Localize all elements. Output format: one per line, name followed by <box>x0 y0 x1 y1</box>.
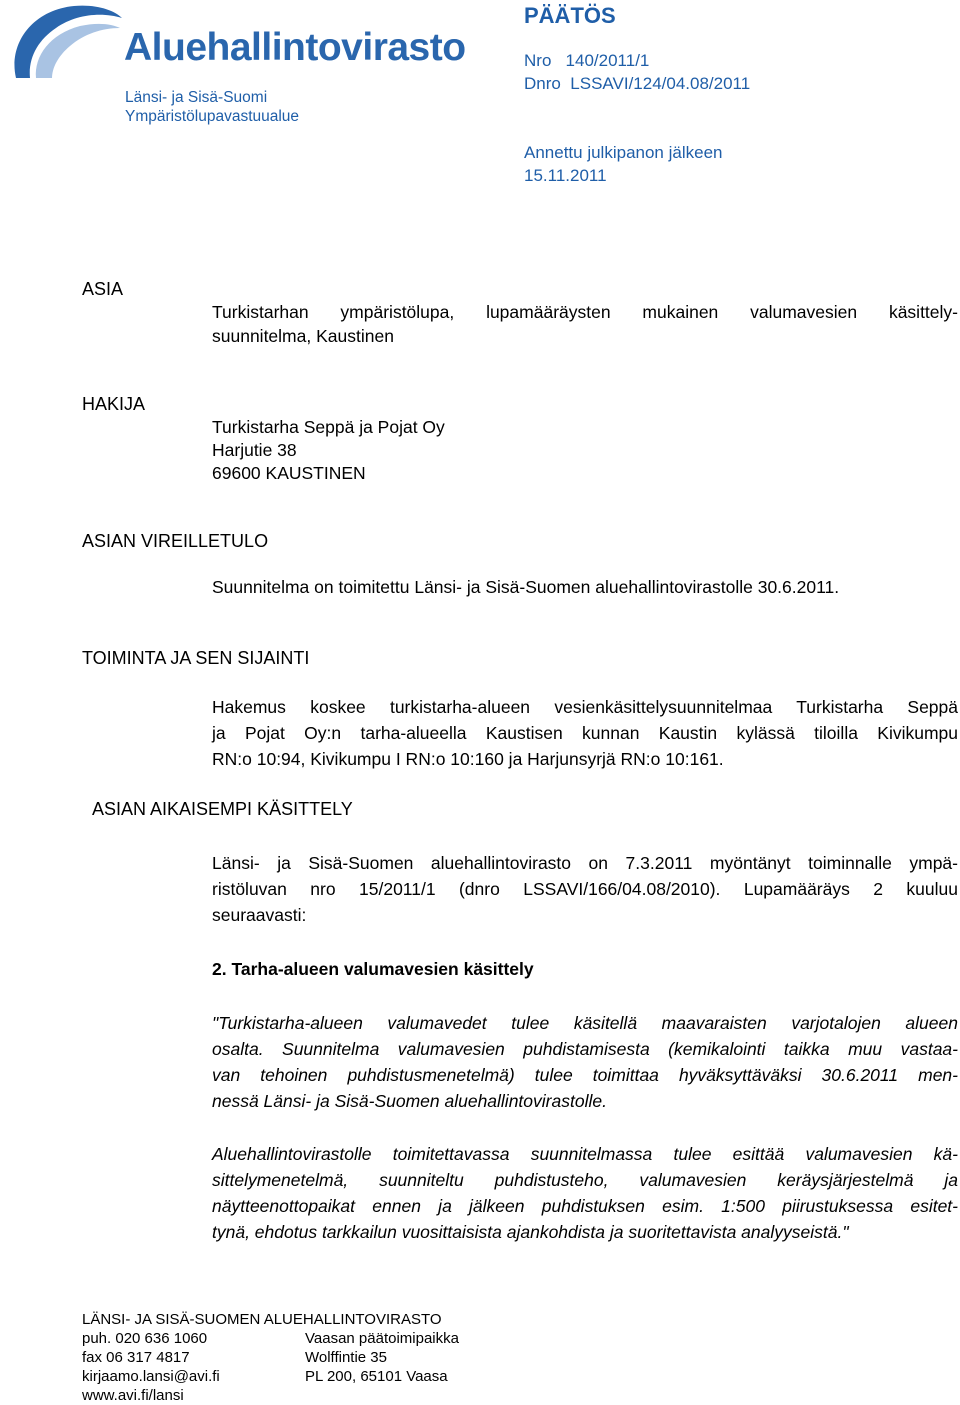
asia-text <box>212 300 958 348</box>
footer-web: www.avi.fi/lansi <box>82 1387 184 1404</box>
text-line: Hakemus koskee turkistarha-alueen vesienkäsittelysuunnitelmaa Turkistarha Seppä <box>212 697 958 717</box>
applicant-postal: 69600 KAUSTINEN <box>212 463 366 483</box>
section-label-vireilletulo: ASIAN VIREILLETULO <box>82 531 269 551</box>
doc-type: PÄÄTÖS <box>524 3 616 28</box>
footer-postal: PL 200, 65101 Vaasa <box>305 1368 448 1385</box>
region-name: Länsi- ja Sisä-Suomi <box>125 89 268 106</box>
footer-office-label: Vaasan päätoimipaikka <box>305 1330 459 1347</box>
text-line: "Turkistarha-alueen valumavedet tulee käsitellä maavaraisten varjotalojen alueen <box>212 1013 958 1033</box>
aikaisempi-text <box>212 850 958 928</box>
vireilletulo-text: Suunnitelma on toimitettu Länsi- ja Sisä-Suomen aluehallintovirastolle 30.6.2011. <box>212 577 840 597</box>
decision-number: Nro 140/2011/1 <box>524 51 650 70</box>
avi-logo-icon <box>10 4 126 84</box>
text-line: Aluehallintovirastolle toimitettavassa suunnitelmassa tulee esittää valumavesien kä- <box>212 1144 958 1164</box>
issued-label: Annettu julkipanon jälkeen <box>524 143 723 162</box>
text-line: osalta. Suunnitelma valumavesien puhdistamisesta (kemikalointi taikka muu vastaa- <box>212 1039 958 1059</box>
section-label-toiminta: TOIMINTA JA SEN SIJAINTI <box>82 648 310 668</box>
text-line: van tehoinen puhdistusmenetelmä) tulee toimittaa hyväksyttäväksi 30.6.2011 men- <box>212 1065 958 1085</box>
applicant-street: Harjutie 38 <box>212 440 297 460</box>
text-line: nessä Länsi- ja Sisä-Suomen aluehallintovirastolle. <box>212 1091 607 1111</box>
text-line: sittelymenetelmä, suunniteltu puhdistusteho, valumavesien keräysjärjestelmä ja <box>212 1170 958 1190</box>
footer-org: LÄNSI- JA SISÄ-SUOMEN ALUEHALLINTOVIRASTO <box>82 1311 442 1328</box>
text-line: seuraavasti: <box>212 905 307 925</box>
footer-street: Wolffintie 35 <box>305 1349 387 1366</box>
footer-fax: fax 06 317 4817 <box>82 1349 190 1366</box>
text-line: ja Pojat Oy:n tarha-alueella Kaustisen kunnan Kaustin kylässä tiloilla Kivikumpu <box>212 723 958 743</box>
unit-name: Ympäristölupavastuualue <box>125 108 300 125</box>
footer-phone: puh. 020 636 1060 <box>82 1330 208 1347</box>
text-line: Turkistarhan ympäristölupa, lupamääräysten mukainen valumavesien käsittely- <box>212 302 958 322</box>
text-line: tynä, ehdotus tarkkailun vuosittaisista ajankohdista ja suoritettavista analyyseistä." <box>212 1222 849 1242</box>
brand-name: Aluehallintovirasto <box>124 26 466 69</box>
section-label-hakija: HAKIJA <box>82 394 146 414</box>
permit-condition-heading: 2. Tarha-alueen valumavesien käsittely <box>212 959 534 979</box>
applicant-name: Turkistarha Seppä ja Pojat Oy <box>212 417 445 437</box>
text-line: näytteenottopaikat ennen ja jälkeen puhdistuksen esim. 1:500 piirustuksessa esitet- <box>212 1196 958 1216</box>
toiminta-text <box>212 694 958 772</box>
record-number: Dnro LSSAVI/124/04.08/2011 <box>524 74 751 93</box>
issued-date: 15.11.2011 <box>524 166 607 185</box>
text-line: RN:o 10:94, Kivikumpu I RN:o 10:160 ja Harjunsyrjä RN:o 10:161. <box>212 749 724 769</box>
text-line: suunnitelma, Kaustinen <box>212 326 394 346</box>
section-label-aikaisempi: ASIAN AIKAISEMPI KÄSITTELY <box>92 799 353 819</box>
text-line: ristöluvan nro 15/2011/1 (dnro LSSAVI/166/04.08/2010). Lupamääräys 2 kuuluu <box>212 879 958 899</box>
text-line: Länsi- ja Sisä-Suomen aluehallintovirasto on 7.3.2011 myöntänyt toiminnalle ympä- <box>212 853 958 873</box>
quote-paragraph-1 <box>212 1010 958 1114</box>
section-label-asia: ASIA <box>82 279 124 299</box>
quote-paragraph-2 <box>212 1141 958 1245</box>
footer-email: kirjaamo.lansi@avi.fi <box>82 1368 220 1385</box>
